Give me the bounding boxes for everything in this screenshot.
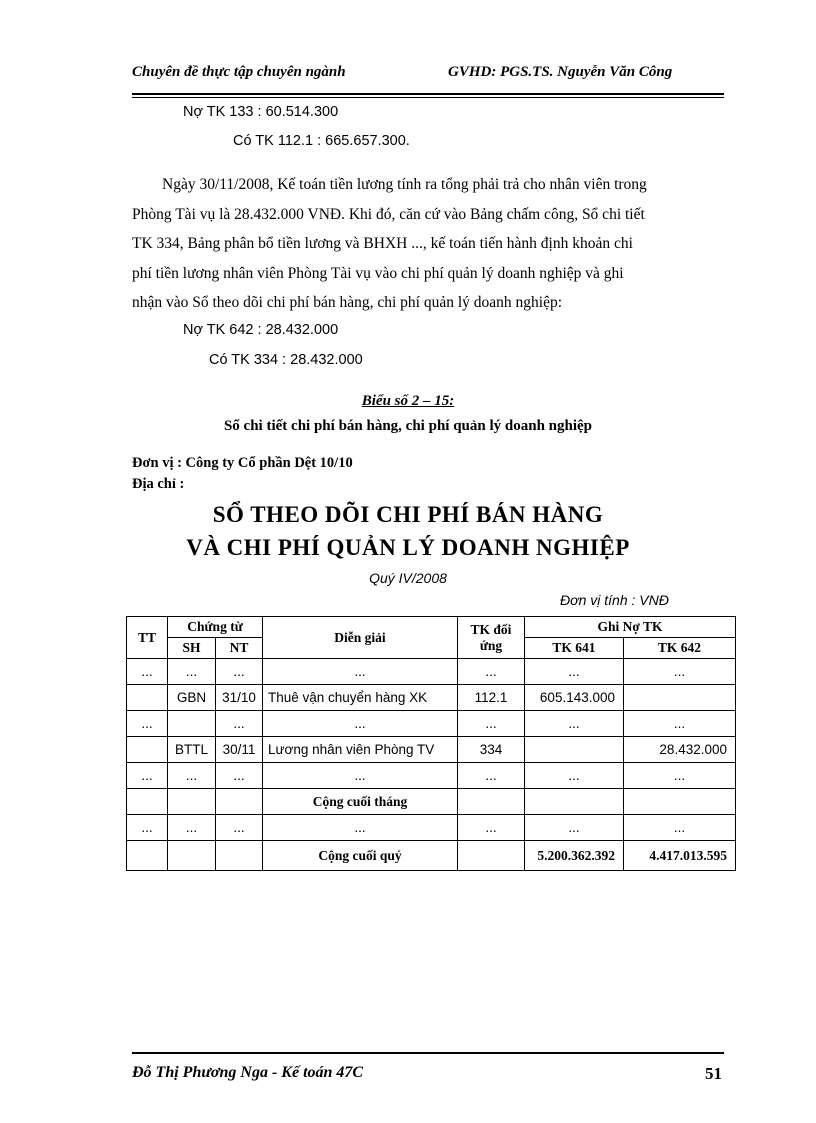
unit-name: Đơn vị : Công ty Cổ phần Dệt 10/10 [132, 455, 353, 471]
cell-acc: ... [458, 711, 525, 737]
col-voucher: Chứng từ [168, 617, 263, 638]
cell-sh [168, 841, 216, 871]
header-left: Chuyên đề thực tập chuyên ngành [132, 64, 346, 80]
table-row [127, 711, 736, 737]
unit-address: Địa chỉ : [132, 476, 185, 492]
cell-acc [458, 789, 525, 815]
cell-tt [127, 841, 168, 871]
col-sh: SH [168, 638, 216, 659]
col-tk641: TK 641 [525, 638, 624, 659]
paragraph-line-1: Ngày 30/11/2008, Kế toán tiền lương tính ra tổng phải trả cho nhân viên trong [162, 176, 647, 193]
cell-tt [127, 737, 168, 763]
col-tt: TT [127, 617, 168, 659]
cell-tt [127, 685, 168, 711]
cell-nt: 31/10 [216, 685, 263, 711]
header-rule-thin [132, 97, 724, 98]
entry2-credit: Có TK 334 : 28.432.000 [209, 352, 363, 368]
page-number: 51 [705, 1064, 722, 1083]
cell-tk641: ... [525, 659, 624, 685]
cell-tt: ... [127, 711, 168, 737]
cell-tt: ... [127, 815, 168, 841]
table-row [127, 659, 736, 685]
paragraph-line-3: TK 334, Bảng phân bổ tiền lương và BHXH ..., kế toán tiến hành định khoản chi [132, 235, 633, 252]
cell-acc: 112.1 [458, 685, 525, 711]
cell-desc: ... [263, 763, 458, 789]
figure-title: Sổ chi tiết chi phí bán hàng, chi phí quản lý doanh nghiệp [223, 418, 593, 434]
table-row [127, 815, 736, 841]
ledger-period: Quý IV/2008 [369, 570, 447, 586]
cell-tk641 [525, 789, 624, 815]
col-description: Diễn giải [263, 617, 458, 659]
cell-sh: ... [168, 763, 216, 789]
cell-desc: Cộng cuối tháng [263, 789, 458, 815]
cell-nt: ... [216, 659, 263, 685]
cell-desc: ... [263, 711, 458, 737]
cell-sh [168, 789, 216, 815]
cell-desc: Lương nhân viên Phòng TV [263, 737, 458, 763]
cell-nt: ... [216, 711, 263, 737]
cell-tt: ... [127, 659, 168, 685]
cell-desc: ... [263, 815, 458, 841]
cell-tk642: ... [624, 815, 736, 841]
cell-sh: GBN [168, 685, 216, 711]
cell-nt [216, 841, 263, 871]
cell-tk641: ... [525, 815, 624, 841]
ledger-title-line1: SỔ THEO DÕI CHI PHÍ BÁN HÀNG [212, 502, 604, 527]
cell-acc: ... [458, 815, 525, 841]
cell-tk642: 28.432.000 [624, 737, 736, 763]
cell-nt: ... [216, 815, 263, 841]
cell-tk642: ... [624, 763, 736, 789]
table-row [127, 737, 736, 763]
cell-tk641: ... [525, 711, 624, 737]
entry2-debit: Nợ TK 642 : 28.432.000 [183, 322, 339, 338]
cell-acc: ... [458, 659, 525, 685]
cell-tk642: 4.417.013.595 [624, 841, 736, 871]
cell-tt [127, 789, 168, 815]
table-header-row [127, 617, 736, 638]
table-row [127, 763, 736, 789]
col-account-line1: TK đối [470, 621, 512, 637]
ledger-table [126, 616, 736, 871]
cell-tk641: ... [525, 763, 624, 789]
cell-nt: ... [216, 763, 263, 789]
paragraph-line-5: nhận vào Sổ theo dõi chi phí bán hàng, chi phí quản lý doanh nghiệp: [132, 294, 563, 311]
table-row-monthly-total [127, 789, 736, 815]
cell-nt: 30/11 [216, 737, 263, 763]
cell-acc: ... [458, 763, 525, 789]
table-row [127, 685, 736, 711]
cell-tk642 [624, 685, 736, 711]
cell-acc: 334 [458, 737, 525, 763]
body-paragraph [132, 170, 728, 318]
cell-sh: ... [168, 815, 216, 841]
cell-sh: BTTL [168, 737, 216, 763]
cell-acc [458, 841, 525, 871]
cell-tk642: ... [624, 711, 736, 737]
cell-tt: ... [127, 763, 168, 789]
ledger-title-line2: VÀ CHI PHÍ QUẢN LÝ DOANH NGHIỆP [186, 535, 630, 560]
col-tk642: TK 642 [624, 638, 736, 659]
cell-desc: Cộng cuối quý [263, 841, 458, 871]
cell-desc: Thuê vận chuyển hàng XK [263, 685, 458, 711]
footer-author: Đỗ Thị Phương Nga - Kế toán 47C [132, 1064, 364, 1081]
entry1-credit: Có TK 112.1 : 665.657.300. [233, 133, 410, 149]
entry1-debit: Nợ TK 133 : 60.514.300 [183, 104, 339, 120]
figure-label: Biểu số 2 – 15: [361, 393, 455, 409]
cell-sh [168, 711, 216, 737]
col-debit-group: Ghi Nợ TK [525, 617, 736, 638]
paragraph-line-4: phí tiền lương nhân viên Phòng Tài vụ vào chi phí quản lý doanh nghiệp và ghi [132, 264, 624, 282]
table-row-quarter-total [127, 841, 736, 871]
cell-desc: ... [263, 659, 458, 685]
col-account [458, 617, 525, 659]
currency-unit: Đơn vị tính : VNĐ [560, 592, 669, 608]
paragraph-line-2: Phòng Tài vụ là 28.432.000 VNĐ. Khi đó, căn cứ vào Bảng chấm công, Sổ chi tiết [132, 205, 645, 223]
cell-tk641: 605.143.000 [525, 685, 624, 711]
cell-tk641 [525, 737, 624, 763]
col-account-line2: ứng [479, 637, 503, 653]
header-right: GVHD: PGS.TS. Nguyễn Văn Công [448, 64, 673, 80]
cell-tk641: 5.200.362.392 [525, 841, 624, 871]
header-rule [132, 93, 724, 95]
col-nt: NT [216, 638, 263, 659]
cell-tk642 [624, 789, 736, 815]
cell-sh: ... [168, 659, 216, 685]
footer-rule [132, 1052, 724, 1054]
cell-tk642: ... [624, 659, 736, 685]
cell-nt [216, 789, 263, 815]
